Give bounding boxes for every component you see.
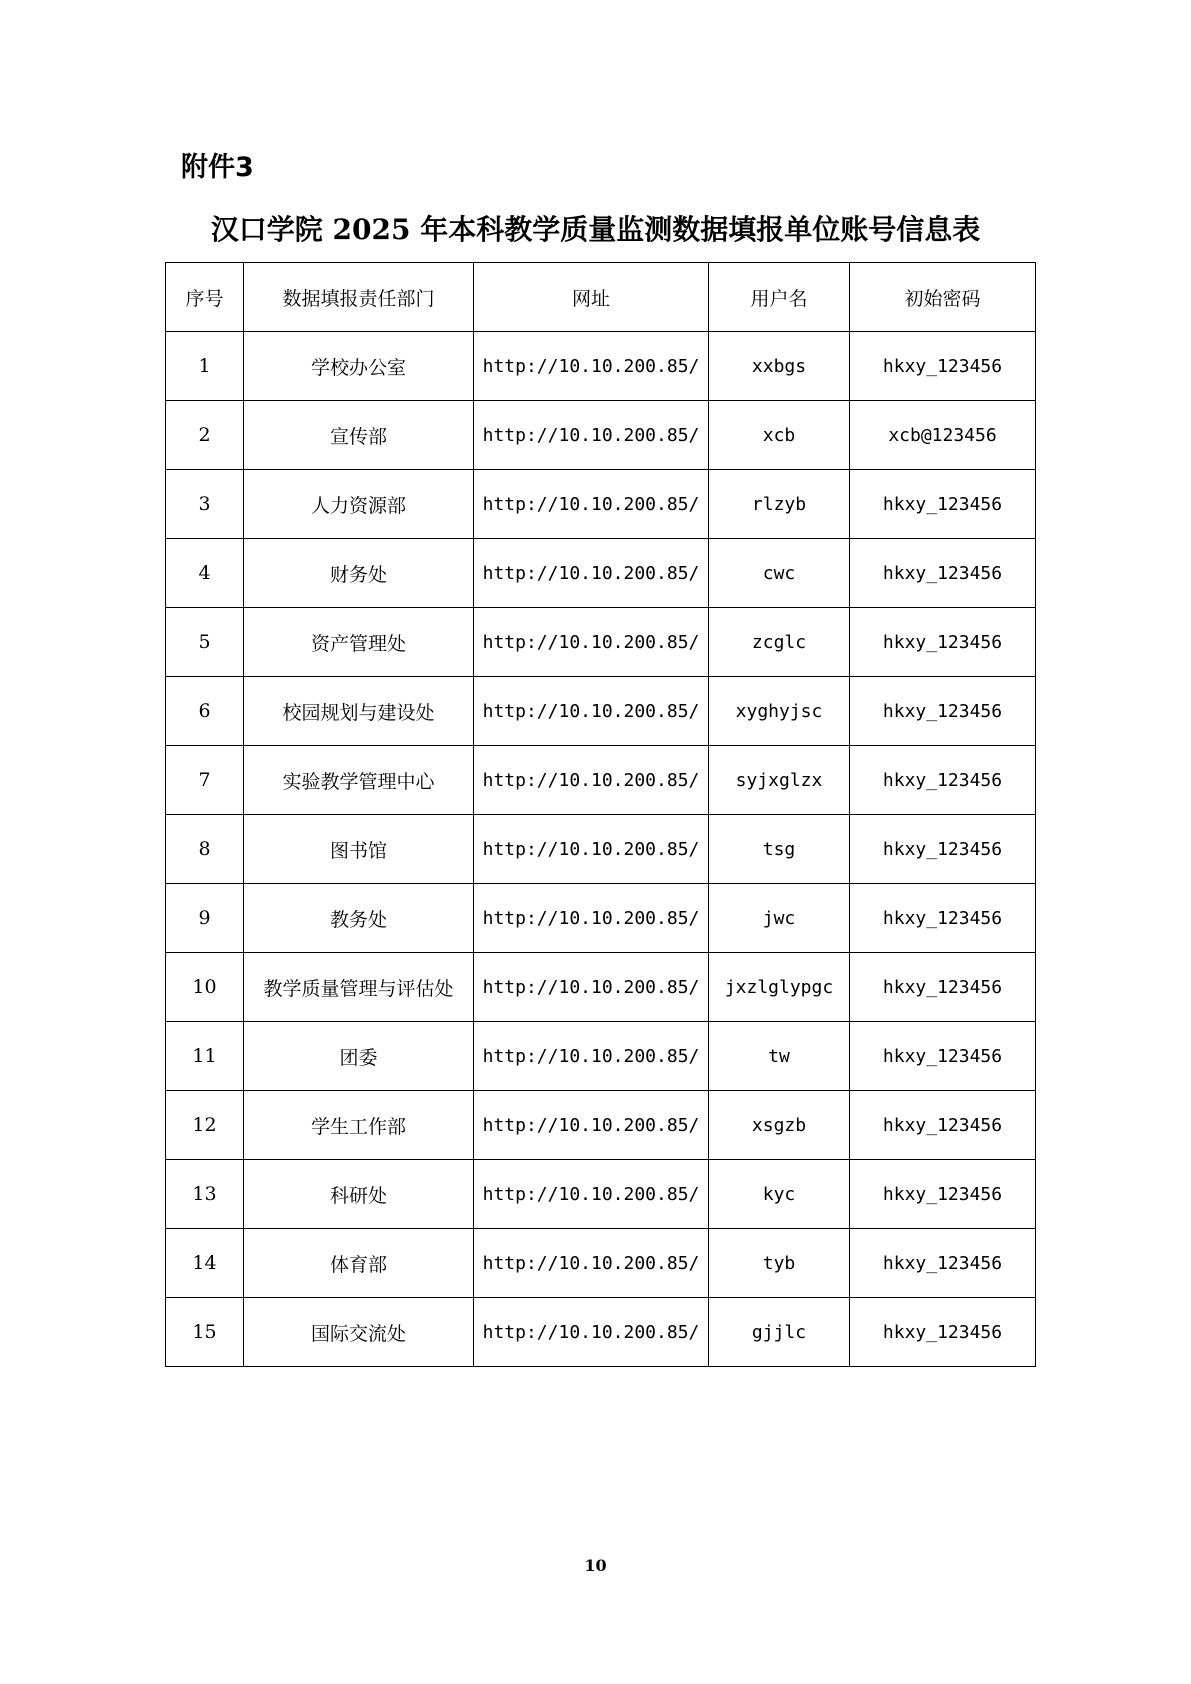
cell-department: 宣传部	[244, 401, 474, 470]
header-username: 用户名	[709, 263, 850, 332]
cell-password: hkxy_123456	[850, 884, 1036, 953]
table-row	[166, 953, 1036, 1022]
cell-department: 人力资源部	[244, 470, 474, 539]
cell-username: xxbgs	[709, 332, 850, 401]
cell-password: hkxy_123456	[850, 1160, 1036, 1229]
cell-department: 校园规划与建设处	[244, 677, 474, 746]
table-row	[166, 746, 1036, 815]
attachment-label: 附件3	[181, 152, 254, 183]
table-header-row	[166, 263, 1036, 332]
cell-username: jxzlglypgc	[709, 953, 850, 1022]
cell-url: http://10.10.200.85/	[474, 746, 709, 815]
cell-no: 12	[166, 1091, 244, 1160]
cell-url: http://10.10.200.85/	[474, 608, 709, 677]
cell-url: http://10.10.200.85/	[474, 1091, 709, 1160]
table-row	[166, 815, 1036, 884]
cell-no: 8	[166, 815, 244, 884]
table-row	[166, 1298, 1036, 1367]
cell-password: hkxy_123456	[850, 1298, 1036, 1367]
cell-url: http://10.10.200.85/	[474, 815, 709, 884]
table-row	[166, 1091, 1036, 1160]
cell-url: http://10.10.200.85/	[474, 677, 709, 746]
cell-department: 学校办公室	[244, 332, 474, 401]
cell-password: hkxy_123456	[850, 677, 1036, 746]
cell-department: 团委	[244, 1022, 474, 1091]
table-row	[166, 884, 1036, 953]
cell-username: gjjlc	[709, 1298, 850, 1367]
cell-url: http://10.10.200.85/	[474, 1160, 709, 1229]
cell-department: 教学质量管理与评估处	[244, 953, 474, 1022]
cell-no: 6	[166, 677, 244, 746]
cell-url: http://10.10.200.85/	[474, 1298, 709, 1367]
cell-username: xsgzb	[709, 1091, 850, 1160]
table-row	[166, 401, 1036, 470]
cell-username: syjxglzx	[709, 746, 850, 815]
cell-no: 7	[166, 746, 244, 815]
table-row	[166, 1229, 1036, 1298]
cell-department: 科研处	[244, 1160, 474, 1229]
cell-no: 5	[166, 608, 244, 677]
header-url: 网址	[474, 263, 709, 332]
cell-password: hkxy_123456	[850, 953, 1036, 1022]
cell-password: hkxy_123456	[850, 539, 1036, 608]
cell-username: tw	[709, 1022, 850, 1091]
cell-password: hkxy_123456	[850, 746, 1036, 815]
cell-username: tyb	[709, 1229, 850, 1298]
cell-password: hkxy_123456	[850, 1091, 1036, 1160]
cell-department: 学生工作部	[244, 1091, 474, 1160]
cell-password: hkxy_123456	[850, 1022, 1036, 1091]
table-body	[166, 332, 1036, 1367]
cell-password: xcb@123456	[850, 401, 1036, 470]
cell-department: 国际交流处	[244, 1298, 474, 1367]
document-title: 汉口学院 2025 年本科教学质量监测数据填报单位账号信息表	[210, 213, 981, 246]
cell-department: 实验教学管理中心	[244, 746, 474, 815]
cell-no: 15	[166, 1298, 244, 1367]
account-info-table	[165, 262, 1036, 1367]
table-row	[166, 539, 1036, 608]
cell-department: 财务处	[244, 539, 474, 608]
table-row	[166, 1160, 1036, 1229]
cell-no: 13	[166, 1160, 244, 1229]
cell-username: tsg	[709, 815, 850, 884]
cell-url: http://10.10.200.85/	[474, 470, 709, 539]
cell-username: cwc	[709, 539, 850, 608]
cell-url: http://10.10.200.85/	[474, 332, 709, 401]
cell-department: 体育部	[244, 1229, 474, 1298]
cell-password: hkxy_123456	[850, 332, 1036, 401]
cell-url: http://10.10.200.85/	[474, 953, 709, 1022]
cell-no: 14	[166, 1229, 244, 1298]
table-row	[166, 332, 1036, 401]
cell-department: 图书馆	[244, 815, 474, 884]
header-department: 数据填报责任部门	[244, 263, 474, 332]
cell-no: 4	[166, 539, 244, 608]
cell-no: 10	[166, 953, 244, 1022]
table-row	[166, 608, 1036, 677]
cell-department: 资产管理处	[244, 608, 474, 677]
cell-url: http://10.10.200.85/	[474, 1022, 709, 1091]
cell-url: http://10.10.200.85/	[474, 884, 709, 953]
cell-password: hkxy_123456	[850, 470, 1036, 539]
cell-username: zcglc	[709, 608, 850, 677]
table-row	[166, 470, 1036, 539]
cell-password: hkxy_123456	[850, 815, 1036, 884]
cell-username: kyc	[709, 1160, 850, 1229]
header-no: 序号	[166, 263, 244, 332]
cell-username: xcb	[709, 401, 850, 470]
cell-username: rlzyb	[709, 470, 850, 539]
cell-no: 3	[166, 470, 244, 539]
cell-no: 1	[166, 332, 244, 401]
table-row	[166, 677, 1036, 746]
cell-password: hkxy_123456	[850, 1229, 1036, 1298]
cell-username: jwc	[709, 884, 850, 953]
cell-username: xyghyjsc	[709, 677, 850, 746]
cell-password: hkxy_123456	[850, 608, 1036, 677]
table-row	[166, 1022, 1036, 1091]
cell-url: http://10.10.200.85/	[474, 539, 709, 608]
cell-no: 2	[166, 401, 244, 470]
cell-url: http://10.10.200.85/	[474, 1229, 709, 1298]
header-password: 初始密码	[850, 263, 1036, 332]
cell-department: 教务处	[244, 884, 474, 953]
cell-no: 9	[166, 884, 244, 953]
cell-no: 11	[166, 1022, 244, 1091]
cell-url: http://10.10.200.85/	[474, 401, 709, 470]
page-number: 10	[584, 1556, 607, 1575]
